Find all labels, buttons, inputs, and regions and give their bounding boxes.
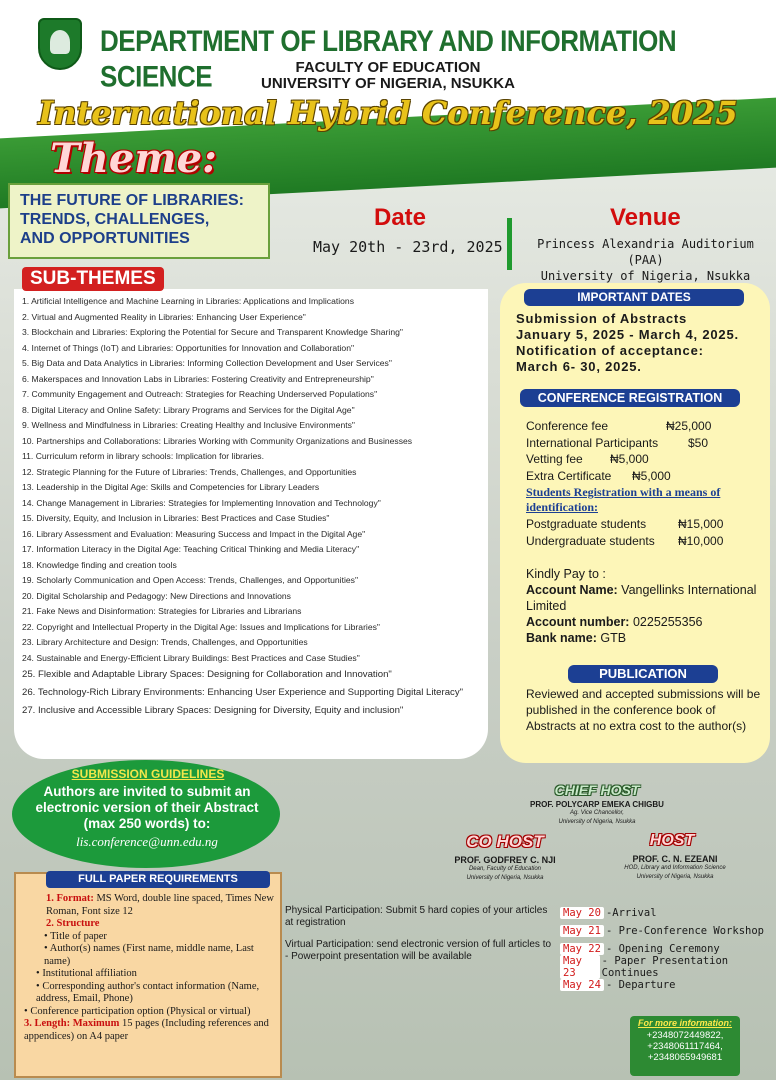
schedule-row bbox=[560, 922, 770, 940]
fee-row bbox=[526, 435, 766, 452]
subtheme-item: 4. Internet of Things (IoT) and Libraries: Opportunities for Innovation and Collaboration" bbox=[22, 342, 355, 353]
conference-title: International Hybrid Conference, 2025 bbox=[38, 94, 738, 132]
university-name: UNIVERSITY OF NIGERIA, NSUKKA bbox=[261, 75, 515, 92]
fee-amount: $50 bbox=[688, 435, 709, 450]
payment-details bbox=[526, 566, 766, 646]
subtheme-item: 12. Strategic Planning for the Future of Libraries: Trends, Challenges, and Opportunities bbox=[22, 466, 357, 477]
fee-row bbox=[526, 468, 766, 485]
subthemes-label: SUB-THEMES bbox=[22, 267, 164, 291]
full-paper-label: FULL PAPER REQUIREMENTS bbox=[46, 871, 270, 888]
contact-label: For more information: bbox=[638, 1018, 732, 1028]
structure-label: 2. Structure bbox=[46, 918, 100, 929]
date-label: Date bbox=[374, 204, 427, 231]
fee-row bbox=[526, 418, 766, 435]
submission-text: Authors are invited to submit an electronic version of their Abstract (max 250 words) to: bbox=[35, 784, 259, 831]
fee-row bbox=[526, 451, 766, 468]
subtheme-item: 27. Inclusive and Accessible Library Spaces: Designing for Diversity, Equity and inclusion" bbox=[22, 705, 404, 716]
theme-label: Theme: bbox=[50, 135, 217, 182]
fee-amount: ₦5,000 bbox=[632, 468, 671, 483]
venue-value bbox=[518, 236, 773, 284]
structure-item: • Author(s) names (First name, middle name, Last name) bbox=[44, 943, 254, 967]
contact-phones bbox=[632, 1030, 738, 1063]
fee-name: Postgraduate students bbox=[526, 517, 647, 531]
co-host-name: PROF. GODFREY C. NJI Dean, Faculty of Education University of Nigeria, Nsukka bbox=[454, 855, 556, 881]
fees-list bbox=[526, 418, 766, 549]
fee-row bbox=[526, 516, 766, 533]
fee-amount: ₦25,000 bbox=[666, 419, 712, 433]
virtual-participation: Virtual Participation: send electronic version of full articles to bbox=[285, 939, 552, 950]
fee-amount: ₦5,000 bbox=[610, 452, 649, 466]
subtheme-item: 22. Copyright and Intellectual Property in the Digital Age: Issues and Implications for Libraries" bbox=[22, 621, 380, 632]
physical-participation: Physical Participation: Submit 5 hard copies of your articles at registration bbox=[285, 905, 548, 928]
format-line: 1. Format: MS Word, double line spaced, Times New Roman, Font size 12 bbox=[46, 893, 274, 917]
subtheme-item: 9. Wellness and Mindfulness in Libraries: Creating Healthy and Inclusive Environments" bbox=[22, 420, 355, 430]
phone-number[interactable]: +2348061117464, bbox=[647, 1041, 723, 1052]
subtheme-item: 1. Artificial Intelligence and Machine Learning in Libraries: Applications and Implications bbox=[22, 296, 355, 306]
schedule-event: - Pre-Conference Workshop bbox=[605, 925, 764, 937]
structure-item: • Institutional affiliation bbox=[36, 968, 137, 979]
co-host-label: CO HOST bbox=[466, 832, 544, 851]
submission-label: SUBMISSION GUIDELINES bbox=[71, 767, 225, 781]
department-title: DEPARTMENT OF LIBRARY AND INFORMATION SCIENCE bbox=[100, 23, 677, 94]
fee-amount: ₦10,000 bbox=[678, 533, 724, 548]
important-dates-line: Notification of acceptance: bbox=[516, 343, 704, 358]
subtheme-item: 26. Technology-Rich Library Environments: Enhancing User Experience and Supporting Digital Literacy" bbox=[22, 687, 464, 698]
subtheme-item: 5. Big Data and Data Analytics in Libraries: Informing Collection Development and User Services" bbox=[22, 358, 392, 368]
fee-amount: ₦15,000 bbox=[678, 517, 724, 531]
theme-line: AND OPPORTUNITIES bbox=[20, 230, 190, 247]
subtheme-item: 2. Virtual and Augmented Reality in Libraries: Enhancing User Experience" bbox=[22, 311, 306, 322]
phone-number[interactable]: +2348065949681 bbox=[647, 1052, 723, 1063]
subtheme-item: 19. Scholarly Communication and Open Access: Trends, Challenges, and Opportunities" bbox=[22, 575, 359, 585]
fee-name: Extra Certificate bbox=[526, 468, 612, 483]
schedule-row bbox=[560, 904, 770, 922]
fee-name: Conference fee bbox=[526, 419, 609, 433]
theme-line: TRENDS, CHALLENGES, bbox=[20, 211, 210, 228]
subtheme-item: 11. Curriculum reform in library schools: Implication for libraries. bbox=[22, 451, 264, 461]
virtual-note: - Powerpoint presentation will be available bbox=[285, 951, 472, 962]
participation-info bbox=[285, 905, 555, 963]
account-name: Account Name: Vangellinks International Limited bbox=[526, 583, 757, 613]
divider bbox=[507, 218, 512, 270]
important-dates-text bbox=[516, 311, 766, 375]
date-value: May 20th - 23rd, 2025 bbox=[313, 238, 503, 256]
subtheme-item: 20. Digital Scholarship and Pedagogy: New Directions and Innovations bbox=[22, 590, 291, 601]
important-dates-line: March 6- 30, 2025. bbox=[516, 359, 642, 374]
important-dates-line: January 5, 2025 - March 4, 2025. bbox=[516, 327, 739, 342]
subtheme-item: 10. Partnerships and Collaborations: Libraries Working with Community Organizations and Businesses bbox=[22, 435, 413, 446]
submission-email-link[interactable]: lis.conference@unn.edu.ng bbox=[76, 834, 218, 849]
subthemes-list bbox=[14, 289, 488, 759]
subtheme-item: 24. Sustainable and Energy-Efficient Library Buildings: Best Practices and Case Studies" bbox=[22, 652, 360, 663]
fee-row bbox=[526, 533, 766, 550]
schedule-day: May 20 bbox=[560, 907, 604, 919]
schedule-day: May 23 bbox=[560, 955, 600, 979]
phone-number[interactable]: +2348072449822, bbox=[646, 1030, 724, 1041]
publication-text: Reviewed and accepted submissions will be published in the conference book of Abstracts at no extra cost to the author(s) bbox=[526, 687, 761, 733]
host-name: PROF. C. N. EZEANI HOD, Library and Information Science University of Nigeria, Nsukka bbox=[624, 854, 726, 880]
subtheme-item: 6. Makerspaces and Innovation Labs in Libraries: Fostering Creativity and Entrepreneurship" bbox=[22, 373, 374, 384]
chief-host-label: CHIEF HOST bbox=[554, 782, 640, 798]
account-number: Account number: 0225255356 bbox=[526, 615, 703, 629]
subtheme-item: 17. Information Literacy in the Digital Age: Teaching Critical Thinking and Media Literacy" bbox=[22, 544, 360, 554]
venue-label: Venue bbox=[610, 204, 681, 231]
bank-name: Bank name: GTB bbox=[526, 631, 627, 645]
schedule-day: May 24 bbox=[560, 979, 604, 991]
subtheme-item: 18. Knowledge finding and creation tools bbox=[22, 559, 177, 570]
subtheme-item: 21. Fake News and Disinformation: Strategies for Libraries and Librarians bbox=[22, 606, 302, 616]
registration-label: CONFERENCE REGISTRATION bbox=[520, 389, 740, 407]
subtheme-item: 3. Blockchain and Libraries: Exploring the Potential for Secure and Transparent Knowledge Sharing" bbox=[22, 327, 403, 337]
faculty-name: FACULTY OF EDUCATION bbox=[295, 59, 481, 76]
subtheme-item: 14. Change Management in Libraries: Strategies for Implementing Innovation and Technology" bbox=[22, 497, 381, 508]
schedule-list bbox=[560, 904, 770, 994]
schedule-event: - Opening Ceremony bbox=[605, 943, 720, 955]
chief-host-name: PROF. POLYCARP EMEKA CHIGBU Ag. Vice Chancellor, University of Nigeria, Nsukka bbox=[530, 800, 664, 825]
schedule-row bbox=[560, 955, 770, 979]
fee-name: Vetting fee bbox=[526, 452, 583, 466]
fee-name: International Participants bbox=[526, 435, 659, 450]
subtheme-item: 13. Leadership in the Digital Age: Skills and Competencies for Library Leaders bbox=[22, 482, 320, 492]
subtheme-item: 16. Library Assessment and Evaluation: Measuring Success and Impact in the Digital Age" bbox=[22, 528, 366, 539]
schedule-event: -Arrival bbox=[605, 907, 657, 919]
subtheme-item: 25. Flexible and Adaptable Library Spaces: Designing for Collaboration and Innovation" bbox=[22, 669, 392, 680]
structure-item: • Conference participation option (Physical or virtual) bbox=[24, 1005, 251, 1017]
schedule-day: May 22 bbox=[560, 943, 604, 955]
structure-item: • Corresponding author's contact information (Name, address, Email, Phone) bbox=[36, 980, 260, 1004]
subtheme-item: 8. Digital Literacy and Online Safety: Library Programs and Services for the Digital Age" bbox=[22, 404, 355, 415]
subtheme-item: 7. Community Engagement and Outreach: Strategies for Reaching Underserved Populations" bbox=[22, 389, 378, 399]
schedule-day: May 21 bbox=[560, 925, 604, 937]
venue-line-1: Princess Alexandria Auditorium (PAA) bbox=[537, 237, 754, 267]
venue-line-2: University of Nigeria, Nsukka bbox=[540, 269, 751, 283]
theme-line: THE FUTURE OF LIBRARIES: bbox=[20, 192, 244, 209]
full-paper-requirements bbox=[24, 893, 279, 1043]
schedule-event: - Paper Presentation Continues bbox=[601, 955, 729, 979]
important-dates-line: Submission of Abstracts bbox=[516, 311, 688, 326]
students-heading: Students Registration with a means of identification: bbox=[526, 485, 721, 514]
important-dates-label: IMPORTANT DATES bbox=[524, 289, 744, 306]
host-label: HOST bbox=[649, 832, 695, 849]
subtheme-item: 23. Library Architecture and Design: Trends, Challenges, and Opportunities bbox=[22, 637, 308, 647]
pay-label: Kindly Pay to : bbox=[526, 567, 606, 581]
theme-box bbox=[8, 183, 270, 259]
structure-item: • Title of paper bbox=[44, 930, 107, 942]
subtheme-item: 15. Diversity, Equity, and Inclusion in Libraries: Best Practices and Case Studies" bbox=[22, 513, 330, 523]
fee-name: Undergraduate students bbox=[526, 533, 655, 548]
length-line: 3. Length: Maximum 15 pages (Including references and appendices) on A4 paper bbox=[24, 1018, 269, 1042]
schedule-event: - Departure bbox=[605, 979, 676, 991]
publication-label: PUBLICATION bbox=[568, 665, 718, 683]
